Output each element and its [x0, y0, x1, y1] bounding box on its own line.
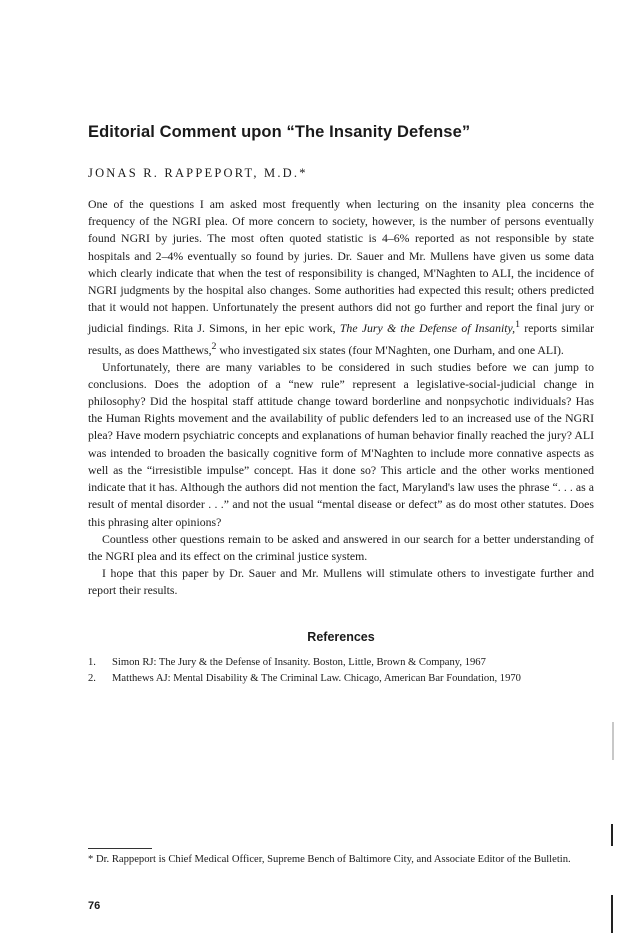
reference-list — [88, 656, 594, 687]
page-number: 76 — [88, 900, 101, 912]
paragraph-1-text: One of the questions I am asked most frequently when lecturing on the insanity plea concerns the frequency of the NGRI plea. Of more concern to society, however, is the number of persons eventually found NGRI by juries. The most often quoted statistic is 4–6% reported as not responsible by state hospitals and 2–4% eventually so found by juries. Dr. Sauer and Mr. Mullens have given us some data which clearly indicate that when the test of responsibility is changed, M'Naghten to ALI, the incidence of NGRI judgments by the hospital also changes. Some authorities had expected this result; others predicted that it would not happen. Unfortunately the present authors did not go further and report the final jury or judicial findings. Rita J. Simons, in her epic work, — [88, 197, 594, 336]
scan-edge-mark — [612, 722, 614, 760]
footnote-divider — [88, 848, 152, 849]
paragraph-4: I hope that this paper by Dr. Sauer and Mr. Mullens will stimulate others to investigate further and report their results. — [88, 566, 594, 598]
cited-book-title: The Jury & the Defense of Insanity, — [339, 321, 516, 336]
reference-mark-2[interactable]: 2 — [211, 340, 217, 352]
reference-item — [88, 656, 594, 670]
author-footnote: * Dr. Rappeport is Chief Medical Officer, Supreme Bench of Baltimore City, and Associate Editor of the Bulletin. — [88, 854, 571, 865]
article-title: Editorial Comment upon “The Insanity Defense” — [88, 123, 471, 141]
reference-item — [88, 672, 594, 686]
reference-text: Matthews AJ: Mental Disability & The Criminal Law. Chicago, American Bar Foundation, 1970 — [112, 672, 521, 684]
reference-mark-1[interactable]: 1 — [515, 319, 520, 331]
paragraph-1-mid: reports similar results, as does Matthews, — [88, 321, 595, 357]
reference-number: 2. — [88, 672, 96, 684]
paragraph-1 — [88, 196, 594, 359]
scan-edge-mark — [611, 895, 613, 933]
paragraph-3: Countless other questions remain to be asked and answered in our search for a better understanding of the NGRI plea and its effect on the criminal justice system. — [88, 531, 594, 563]
reference-text: Simon RJ: The Jury & the Defense of Insanity. Boston, Little, Brown & Company, 1967 — [112, 657, 486, 668]
scan-edge-mark — [611, 824, 613, 846]
reference-number: 1. — [88, 657, 96, 668]
paragraph-1-end: who investigated six states (four M'Naghten, one Durham, and one ALI). — [216, 342, 564, 357]
references-heading: References — [307, 630, 375, 644]
paragraph-2: Unfortunately, there are many variables to be considered in such studies before we can jump to conclusions. Does the adoption of a “new rule” represent a legislative-social-judicial change in philosophy? Did the hospital staff attitude change toward borderline and nonpsychotic individuals? Has the Human Rights movement and the availability of public defenders led to an increased use of the NGRI plea? Have modern psychiatric concepts and explanations of human behavior finally reached the jury? ALI was intended to broaden the basically cognitive form of M'Naghten to include more connative aspects as well as the “irresistible impulse” concept. Has it done so? This article and the other works mentioned indicate that it has. Although the authors did not mention the fact, Maryland's law uses the phrase “. . . as a result of mental disorder . . .” and not the usual “mental disease or defect” as do most other statutes. Does this phrasing alter opinions? — [88, 359, 594, 529]
article-body — [88, 196, 594, 600]
author-byline: JONAS R. RAPPEPORT, M.D.* — [88, 166, 308, 180]
